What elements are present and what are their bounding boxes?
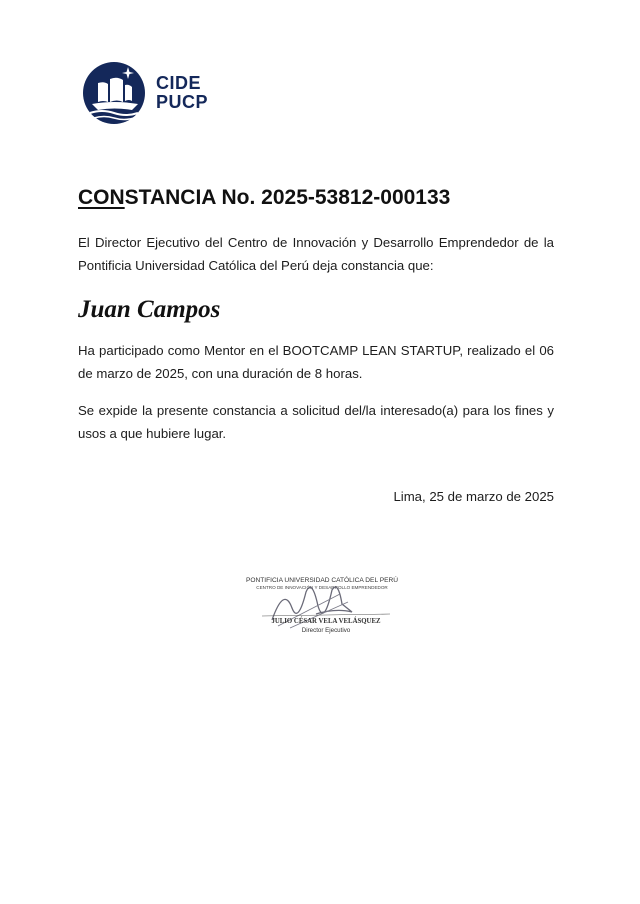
- title-rest: STANCIA No. 2025-53812-000133: [124, 186, 451, 209]
- certificate-title: [78, 186, 450, 210]
- ship-emblem-icon: [82, 61, 146, 125]
- intro-paragraph: El Director Ejecutivo del Centro de Innovación y Desarrollo Emprendedor de la Pontificia Universidad Católica del Perú deja constancia que:: [78, 235, 554, 273]
- stamp-center: CENTRO DE INNOVACIÓN Y DESARROLLO EMPRENDEDOR: [256, 585, 388, 590]
- logo-wordmark: [156, 74, 208, 112]
- cide-pucp-logo: [82, 60, 208, 126]
- logo-line-cide: CIDE: [156, 73, 202, 93]
- recipient-name: Juan Campos: [78, 296, 221, 323]
- signer-name: JULIO CÉSAR VELA VELÁSQUEZ: [271, 618, 381, 625]
- purpose-paragraph: Se expide la presente constancia a solicitud del/la interesado(a) para los fines y usos a que hubiere lugar.: [78, 403, 554, 441]
- signature-stamp: [232, 568, 412, 648]
- stamp-university: PONTIFICIA UNIVERSIDAD CATÓLICA DEL PERÚ: [245, 577, 399, 584]
- signer-role: Director Ejecutivo: [301, 627, 351, 634]
- title-underlined-part: CON: [78, 186, 125, 209]
- participation-paragraph: Ha participado como Mentor en el BOOTCAMP LEAN STARTUP, realizado el 06 de marzo de 2025, con una duración de 8 horas.: [78, 343, 554, 381]
- logo-line-pucp: PUCP: [156, 92, 209, 112]
- place-date: Lima, 25 de marzo de 2025: [393, 489, 554, 504]
